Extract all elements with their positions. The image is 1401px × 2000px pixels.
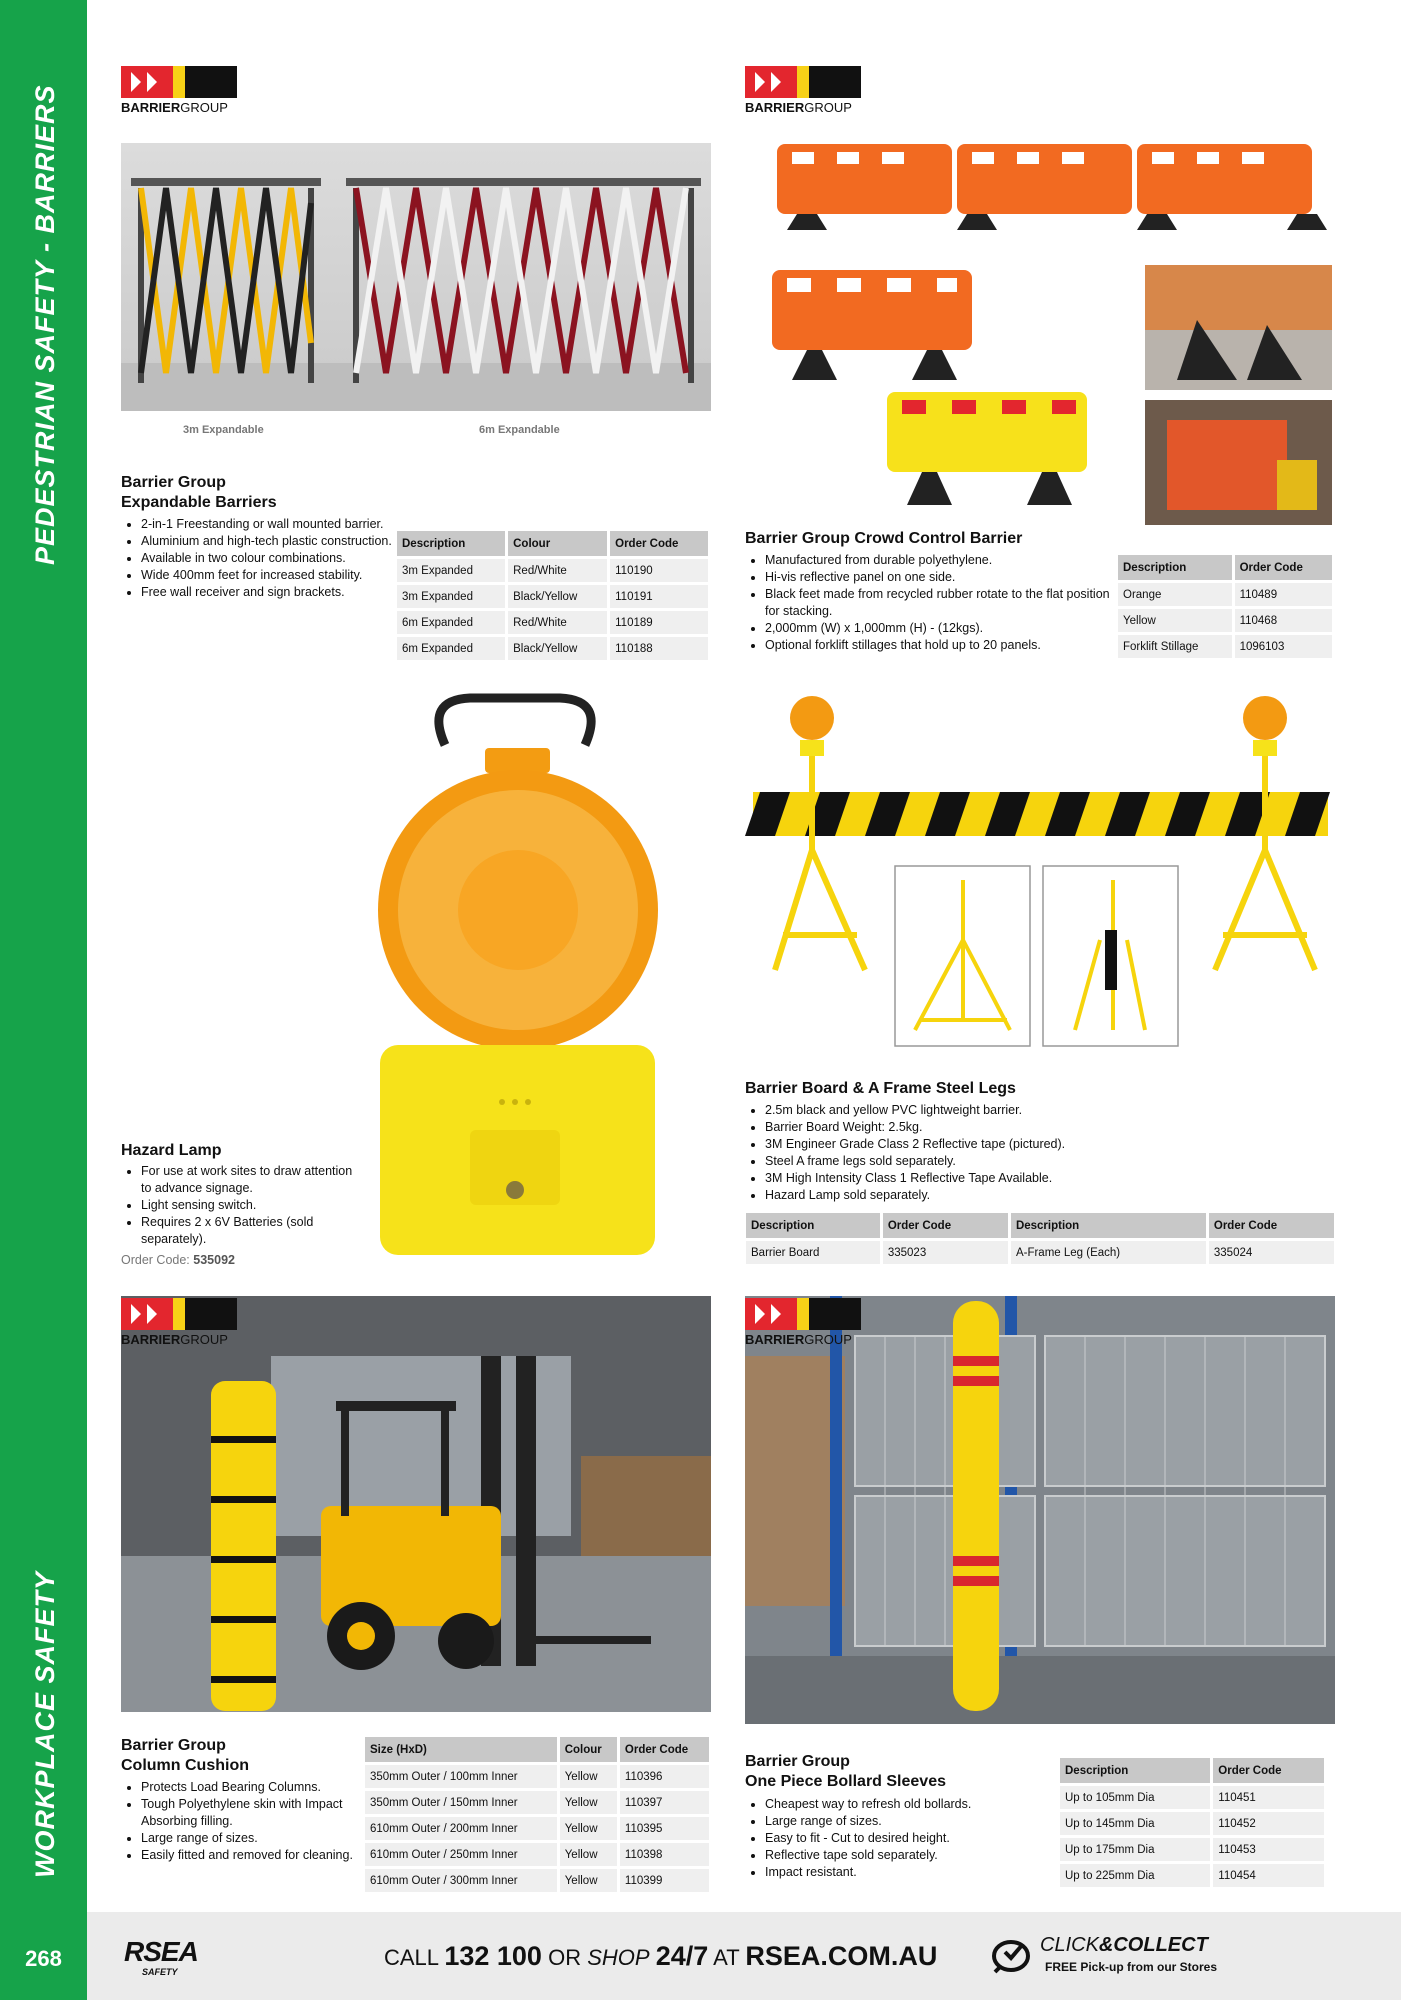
table-cell: 110452 <box>1213 1809 1324 1835</box>
section-label-top: PEDESTRIAN SAFETY - BARRIERS <box>30 84 60 565</box>
table-cell: Yellow <box>560 1814 617 1840</box>
table-cell: 110399 <box>620 1866 709 1892</box>
table-row <box>365 1788 709 1814</box>
table-header-cell: Order Code <box>620 1737 709 1762</box>
table-row <box>1060 1783 1324 1809</box>
website-link[interactable]: RSEA.COM.AU <box>745 1941 938 1971</box>
table-header-cell: Description <box>1060 1758 1210 1783</box>
table-cell: Forklift Stillage <box>1118 632 1232 658</box>
table-cell: 350mm Outer / 150mm Inner <box>365 1788 557 1814</box>
expandable-table <box>394 531 711 660</box>
crowd-table <box>1115 555 1335 658</box>
bollard-title: Barrier Group One Piece Bollard Sleeves <box>745 1753 946 1790</box>
hazard-order-code: Order Code: 535092 <box>121 1253 235 1267</box>
table-row <box>1060 1835 1324 1861</box>
page-number: 268 <box>25 1946 62 1971</box>
table-row <box>1060 1809 1324 1835</box>
table-cell: 110468 <box>1235 606 1332 632</box>
table-row <box>365 1762 709 1788</box>
feature-item: • Hazard Lamp sold separately. <box>765 1187 1185 1204</box>
expandable-barriers-image <box>121 143 711 411</box>
table-cell: Up to 225mm Dia <box>1060 1861 1210 1887</box>
feature-item: • Reflective tape sold separately. <box>765 1847 1065 1864</box>
table-cell: 335023 <box>883 1238 1008 1264</box>
table-cell: 3m Expanded <box>397 556 505 582</box>
table-cell: Up to 145mm Dia <box>1060 1809 1210 1835</box>
hazard-lamp-image <box>370 690 670 1260</box>
table-header-cell: Description <box>1118 555 1232 580</box>
table-cell: 110189 <box>610 608 708 634</box>
table-row <box>1118 606 1332 632</box>
table-header-cell: Description <box>746 1213 880 1238</box>
board-title: Barrier Board & A Frame Steel Legs <box>745 1080 1016 1097</box>
table-row <box>397 556 708 582</box>
table-cell: Yellow <box>560 1788 617 1814</box>
table-cell: 110395 <box>620 1814 709 1840</box>
caption-6m: 6m Expandable <box>479 424 560 436</box>
table-cell: 110191 <box>610 582 708 608</box>
feature-item: • 3M Engineer Grade Class 2 Reflective tape (pictured). <box>765 1136 1185 1153</box>
barrier-group-logo: BARRIERGROUP <box>745 66 861 118</box>
table-cell: 110190 <box>610 556 708 582</box>
table-row <box>1118 632 1332 658</box>
feature-item: • Barrier Board Weight: 2.5kg. <box>765 1119 1185 1136</box>
contact-line: CALL 132 100 OR SHOP 24/7 AT RSEA.COM.AU <box>384 1941 938 1971</box>
feature-item: • Manufactured from durable polyethylene. <box>765 552 1110 569</box>
feature-item: • Large range of sizes. <box>765 1813 1065 1830</box>
hazard-title: Hazard Lamp <box>121 1142 222 1159</box>
table-cell: 335024 <box>1209 1238 1334 1264</box>
expandable-title: Barrier Group Expandable Barriers <box>121 474 277 511</box>
table-header-cell: Order Code <box>1235 555 1332 580</box>
feature-item: • For use at work sites to draw attention to advance signage. <box>141 1163 366 1197</box>
table-row <box>1118 580 1332 606</box>
table-header-cell: Colour <box>508 531 607 556</box>
feature-item: • Light sensing switch. <box>141 1197 366 1214</box>
hazard-features <box>121 1163 366 1248</box>
feature-item: • Available in two colour combinations. <box>141 550 401 567</box>
table-cell: Yellow <box>560 1840 617 1866</box>
feature-item: • 3M High Intensity Class 1 Reflective Tape Available. <box>765 1170 1185 1187</box>
expandable-features <box>121 516 401 601</box>
feature-item: • Wide 400mm feet for increased stability. <box>141 567 401 584</box>
table-cell: Up to 175mm Dia <box>1060 1835 1210 1861</box>
table-cell: Red/White <box>508 556 607 582</box>
table-cell: Black/Yellow <box>508 634 607 660</box>
section-sidebar <box>0 0 87 2000</box>
table-cell: 1096103 <box>1235 632 1332 658</box>
table-cell: Yellow <box>560 1866 617 1892</box>
board-table <box>743 1213 1337 1264</box>
cushion-table <box>362 1737 712 1892</box>
section-label-bottom: WORKPLACE SAFETY <box>30 1570 60 1878</box>
feature-item: • Optional forklift stillages that hold up to 20 panels. <box>765 637 1110 654</box>
table-cell: 6m Expanded <box>397 634 505 660</box>
table-header-cell: Order Code <box>1209 1213 1334 1238</box>
table-row <box>365 1840 709 1866</box>
column-cushion-image <box>121 1296 711 1712</box>
table-header-cell: Description <box>1011 1213 1206 1238</box>
table-cell: 110396 <box>620 1762 709 1788</box>
free-pickup-text: FREE Pick-up from our Stores <box>1045 1960 1218 1974</box>
phone-number[interactable]: 132 100 <box>444 1941 542 1971</box>
feature-item: • 2-in-1 Freestanding or wall mounted barrier. <box>141 516 401 533</box>
feature-item: • Black feet made from recycled rubber rotate to the flat position for stacking. <box>765 586 1110 620</box>
crowd-control-barrier-image <box>737 130 1342 530</box>
crowd-features <box>745 552 1110 654</box>
table-row <box>365 1866 709 1892</box>
feature-item: • Large range of sizes. <box>141 1830 371 1847</box>
table-cell: 350mm Outer / 100mm Inner <box>365 1762 557 1788</box>
feature-item: • Steel A frame legs sold separately. <box>765 1153 1185 1170</box>
table-cell: 110397 <box>620 1788 709 1814</box>
table-row <box>397 582 708 608</box>
table-cell: Orange <box>1118 580 1232 606</box>
rsea-logo: RSEA <box>124 1936 198 1967</box>
feature-item: • Easily fitted and removed for cleaning. <box>141 1847 371 1864</box>
bollard-table <box>1057 1758 1327 1887</box>
table-cell: Red/White <box>508 608 607 634</box>
table-cell: Yellow <box>560 1762 617 1788</box>
table-cell: Black/Yellow <box>508 582 607 608</box>
table-row <box>397 608 708 634</box>
table-cell: Up to 105mm Dia <box>1060 1783 1210 1809</box>
table-cell: 110188 <box>610 634 708 660</box>
feature-item: • Impact resistant. <box>765 1864 1065 1881</box>
feature-item: • Aluminium and high-tech plastic construction. <box>141 533 401 550</box>
table-cell: 110451 <box>1213 1783 1324 1809</box>
barrier-group-logo: BARRIERGROUP <box>745 1298 861 1350</box>
table-header-cell: Size (HxD) <box>365 1737 557 1762</box>
table-cell: 610mm Outer / 200mm Inner <box>365 1814 557 1840</box>
table-header-cell: Order Code <box>883 1213 1008 1238</box>
table-cell: 610mm Outer / 300mm Inner <box>365 1866 557 1892</box>
caption-3m: 3m Expandable <box>183 424 264 436</box>
feature-item: • Free wall receiver and sign brackets. <box>141 584 401 601</box>
table-cell: Barrier Board <box>746 1238 880 1264</box>
table-header-cell: Colour <box>560 1737 617 1762</box>
table-cell: A-Frame Leg (Each) <box>1011 1238 1206 1264</box>
table-row <box>1060 1861 1324 1887</box>
feature-item: • Protects Load Bearing Columns. <box>141 1779 371 1796</box>
cushion-features <box>121 1779 371 1864</box>
table-cell: 610mm Outer / 250mm Inner <box>365 1840 557 1866</box>
table-row <box>397 634 708 660</box>
table-header-cell: Description <box>397 531 505 556</box>
bollard-sleeves-image <box>745 1296 1335 1724</box>
table-cell: 3m Expanded <box>397 582 505 608</box>
barrier-group-logo: BARRIERGROUP <box>121 1298 237 1350</box>
click-collect-title: CLICK&COLLECT <box>1040 1934 1208 1956</box>
barrier-group-logo: BARRIERGROUP <box>121 66 237 118</box>
feature-item: • Hi-vis reflective panel on one side. <box>765 569 1110 586</box>
bollard-features <box>745 1796 1065 1881</box>
feature-item: • 2.5m black and yellow PVC lightweight barrier. <box>765 1102 1185 1119</box>
click-collect-icon <box>991 1936 1033 1974</box>
table-cell: 110454 <box>1213 1861 1324 1887</box>
feature-item: • 2,000mm (W) x 1,000mm (H) - (12kgs). <box>765 620 1110 637</box>
feature-item: • Cheapest way to refresh old bollards. <box>765 1796 1065 1813</box>
cushion-title: Barrier Group Column Cushion <box>121 1737 249 1774</box>
feature-item: • Tough Polyethylene skin with Impact Absorbing filling. <box>141 1796 371 1830</box>
crowd-title: Barrier Group Crowd Control Barrier <box>745 530 1023 547</box>
feature-item: • Requires 2 x 6V Batteries (sold separately). <box>141 1214 366 1248</box>
barrier-board-image <box>745 680 1335 1055</box>
table-cell: 110453 <box>1213 1835 1324 1861</box>
footer-banner <box>87 1912 1401 2000</box>
rsea-logo-sub: SAFETY <box>142 1967 178 1977</box>
table-header-cell: Order Code <box>1213 1758 1324 1783</box>
table-cell: 6m Expanded <box>397 608 505 634</box>
table-cell: 110398 <box>620 1840 709 1866</box>
table-header-cell: Order Code <box>610 531 708 556</box>
table-cell: 110489 <box>1235 580 1332 606</box>
table-row <box>746 1238 1334 1264</box>
table-row <box>365 1814 709 1840</box>
board-features <box>745 1102 1185 1204</box>
feature-item: • Easy to fit - Cut to desired height. <box>765 1830 1065 1847</box>
table-cell: Yellow <box>1118 606 1232 632</box>
